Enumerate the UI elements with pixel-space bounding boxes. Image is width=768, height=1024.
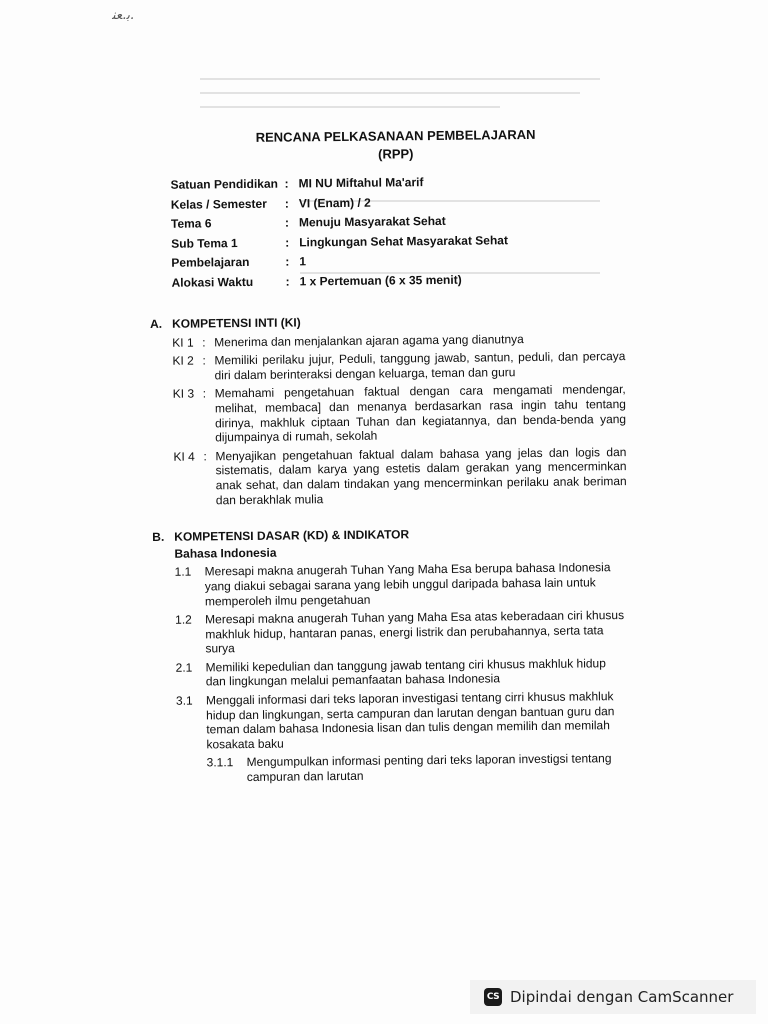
meta-colon: : — [284, 176, 289, 192]
meta-label: Pembelajaran — [171, 255, 250, 271]
ki-text: Memahami pengetahuan faktual dengan cara mengamati mendengar, melihat, membaca] dan menanya berdasarkan rasa ingin tahu tentang dirinya, makhluk ciptaan Tuhan dan kegiatannya, dan benda-benda yang dijumpainya di rumah, sekolah — [214, 382, 627, 445]
indicator-text: Mengumpulkan informasi penting dari teks laporan investigsi tentang campuran dan larutan — [246, 751, 612, 785]
ki-label: KI 1 — [172, 335, 194, 350]
ki-colon: : — [202, 353, 206, 368]
meta-colon: : — [284, 215, 290, 231]
meta-label: Satuan Pendidikan — [170, 177, 279, 193]
section-letter: B. — [152, 529, 165, 545]
indicator-item — [207, 751, 630, 785]
meta-value: VI (Enam) / 2 — [298, 195, 371, 211]
bleed-through-line — [200, 78, 600, 80]
section-a-heading — [150, 312, 625, 332]
meta-label: Tema 6 — [170, 216, 212, 232]
ki-item — [172, 349, 625, 383]
ki-text: Memiliki perilaku jujur, Peduli, tanggung jawab, santun, peduli, dan percaya diri dalam berinteraksi dengan keluarga, teman dan guru — [214, 349, 626, 383]
meta-label: Alokasi Waktu — [171, 274, 254, 290]
meta-label: Sub Tema 1 — [171, 236, 238, 251]
kd-item — [176, 689, 630, 752]
watermark-label: Dipindai dengan CamScanner — [510, 988, 734, 1006]
ki-colon: : — [203, 449, 207, 464]
meta-value: 1 x Pertemuan (6 x 35 menit) — [299, 272, 462, 289]
kd-item — [176, 656, 629, 690]
ki-label: KI 4 — [173, 449, 195, 464]
meta-value: MI NU Miftahul Ma'arif — [298, 175, 424, 191]
camscanner-watermark — [470, 980, 756, 1014]
indicator-number: 3.1.1 — [206, 755, 234, 770]
title-line-1: RENCANA PELKASANAAN PEMBELAJARAN — [255, 126, 536, 145]
bleed-through-line — [200, 106, 500, 108]
kd-number: 3.1 — [175, 693, 193, 708]
ki-text: Menerima dan menjalankan ajaran agama yang dianutnya — [214, 331, 524, 349]
kd-text: Memiliki kepedulian dan tanggung jawab tentang ciri khusus makhluk hidup dan lingkungan melalui pemanfaatan bahasa Indonesia — [205, 656, 606, 689]
ki-item — [172, 331, 625, 350]
ki-item — [173, 445, 627, 508]
meta-colon: : — [284, 196, 289, 211]
meta-colon: : — [285, 274, 290, 289]
kd-text: Menggali informasi dari teks laporan investigasi tentang cirri khusus makhluk hidup dan lingkungan, serta campuran dan larutan dengan bantuan guru dan teman dalam bahasa Indonesia lisan dan tulis dengan memilih dan memilah kosakata baku — [205, 689, 615, 752]
meta-colon: : — [285, 254, 290, 270]
section-letter: A. — [149, 316, 163, 331]
kd-text: Meresapi makna anugerah Tuhan yang Maha Esa atas keberadaan ciri khusus makhluk hidup, hantaran panas, energi listrik dan perubahannya, serta tata surya — [205, 608, 625, 656]
kd-item — [175, 608, 628, 657]
ki-list — [172, 331, 627, 508]
kd-text: Meresapi makna anugerah Tuhan Yang Maha Esa berupa bahasa Indonesia yang diakui sebagai sarana yang lebih unggul daripada bahasa lain untuk memperoleh ilmu pengetahuan — [204, 560, 611, 608]
kd-number: 1.2 — [175, 612, 192, 627]
ki-text: Menyajikan pengetahuan faktual dalam bahasa yang jelas dan logis dan sistematis, dalam karya yang estetis dalam gerakan yang mencerminkan anak sehat, dan dalam tindakan yang mencerminkan perilaku anak beriman dan berakhlak mulia — [215, 444, 627, 507]
meta-value: Lingkungan Sehat Masyarakat Sehat — [299, 233, 508, 250]
meta-label: Kelas / Semester — [170, 196, 267, 212]
identity-table — [170, 171, 624, 293]
header-scribble: ﺑ.ﻌﻨ. — [112, 8, 135, 23]
kd-item — [175, 560, 628, 609]
ki-label: KI 2 — [172, 353, 194, 368]
ki-colon: : — [202, 335, 206, 350]
section-title: KOMPETENSI DASAR (KD) & INDIKATOR — [174, 527, 410, 544]
bleed-through-line — [200, 92, 580, 94]
document-title — [168, 125, 623, 166]
rpp-document — [148, 125, 630, 790]
section-title: KOMPETENSI INTI (KI) — [171, 315, 301, 331]
meta-colon: : — [285, 235, 290, 250]
kd-list — [175, 560, 630, 785]
meta-value: Menuju Masyarakat Sehat — [298, 214, 446, 230]
meta-value: 1 — [299, 254, 307, 269]
title-line-2: (RPP) — [377, 146, 414, 162]
ki-colon: : — [202, 386, 207, 401]
camscanner-logo-icon: CS — [484, 988, 502, 1006]
kd-number: 2.1 — [175, 660, 193, 675]
ki-label: KI 3 — [172, 386, 195, 402]
ki-item — [173, 382, 627, 445]
meta-row-alokasi — [172, 269, 625, 293]
kd-number: 1.1 — [174, 564, 192, 580]
subject-heading: Bahasa Indonesia — [174, 545, 277, 561]
